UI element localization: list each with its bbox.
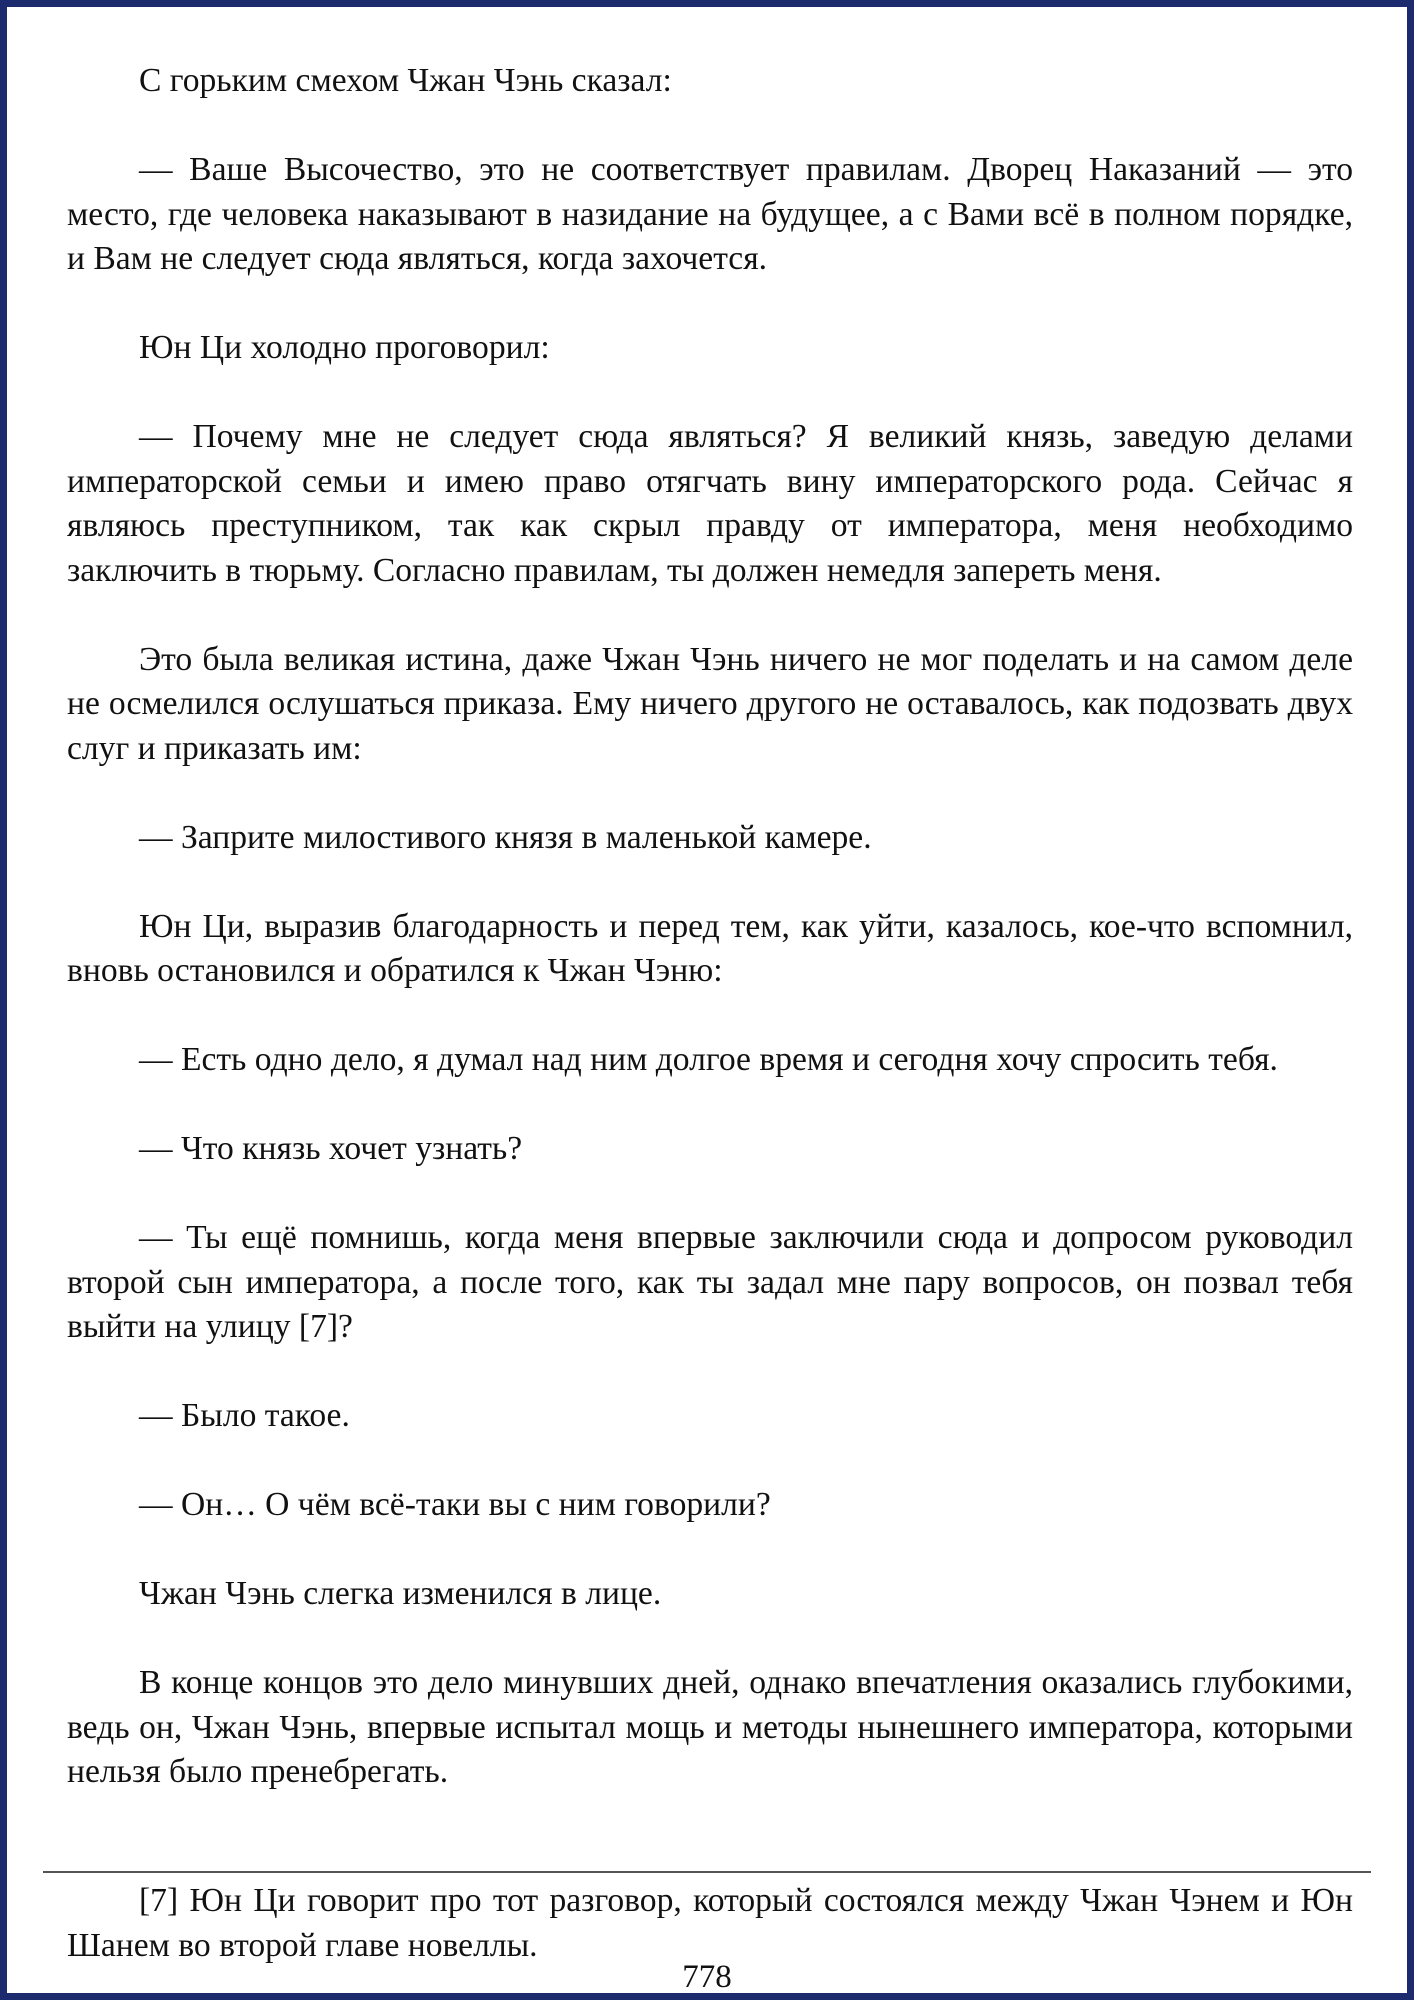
paragraph: — Ты ещё помнишь, когда меня впервые заключили сюда и допросом руководил второй сын императора, а после того, как ты задал мне пару вопросов, он позвал тебя выйти на улицу [7]? xyxy=(67,1219,1353,1345)
paragraph: — Что князь хочет узнать? xyxy=(139,1130,523,1167)
paragraph: Юн Ци холодно проговорил: xyxy=(139,329,550,366)
paragraph: — Он… О чём всё-таки вы с ним говорили? xyxy=(139,1486,771,1523)
body-text xyxy=(67,59,1353,1839)
footnote: [7] Юн Ци говорит про тот разговор, который состоялся между Чжан Чэнем и Юн Шанем во второй главе новеллы. xyxy=(67,1882,1353,1964)
paragraph: Юн Ци, выразив благодарность и перед тем, как уйти, казалось, кое-что вспомнил, вновь остановился и обратился к Чжан Чэню: xyxy=(67,907,1353,989)
paragraph: Чжан Чэнь слегка изменился в лице. xyxy=(139,1575,662,1612)
paragraph: — Заприте милостивого князя в маленькой камере. xyxy=(139,818,872,856)
paragraph: — Есть одно дело, я думал над ним долгое время и сегодня хочу спросить тебя. xyxy=(139,1041,1278,1078)
paragraph: С горьким смехом Чжан Чэнь сказал: xyxy=(139,62,672,99)
footnote-divider xyxy=(43,1871,1371,1873)
paragraph: — Почему мне не следует сюда являться? Я великий князь, заведую делами императорской семьи и имею право отягчать вину императорского рода. Сейчас я являюсь преступником, так как скрыл правду от императора, меня необходимо заключить в тюрьму. Согласно правилам, ты должен немедля запереть меня. xyxy=(67,418,1353,589)
paragraph: — Было такое. xyxy=(139,1397,350,1434)
paragraph: — Ваше Высочество, это не соответствует правилам. Дворец Наказаний — это место, где человека наказывают в назидание на будущее, а с Вами всё в полном порядке, и Вам не следует сюда являться, когда захочется. xyxy=(67,151,1353,277)
paragraph: В конце концов это дело минувших дней, однако впечатления оказались глубокими, ведь он, Чжан Чэнь, впервые испытал мощь и методы нынешнего императора, которыми нельзя было пренебрегать. xyxy=(67,1664,1353,1790)
page-number: 778 xyxy=(682,1959,732,1995)
paragraph: Это была великая истина, даже Чжан Чэнь ничего не мог поделать и на самом деле не осмелился ослушаться приказа. Ему ничего другого не оставалось, как подозвать двух слуг и приказать им: xyxy=(67,640,1353,767)
